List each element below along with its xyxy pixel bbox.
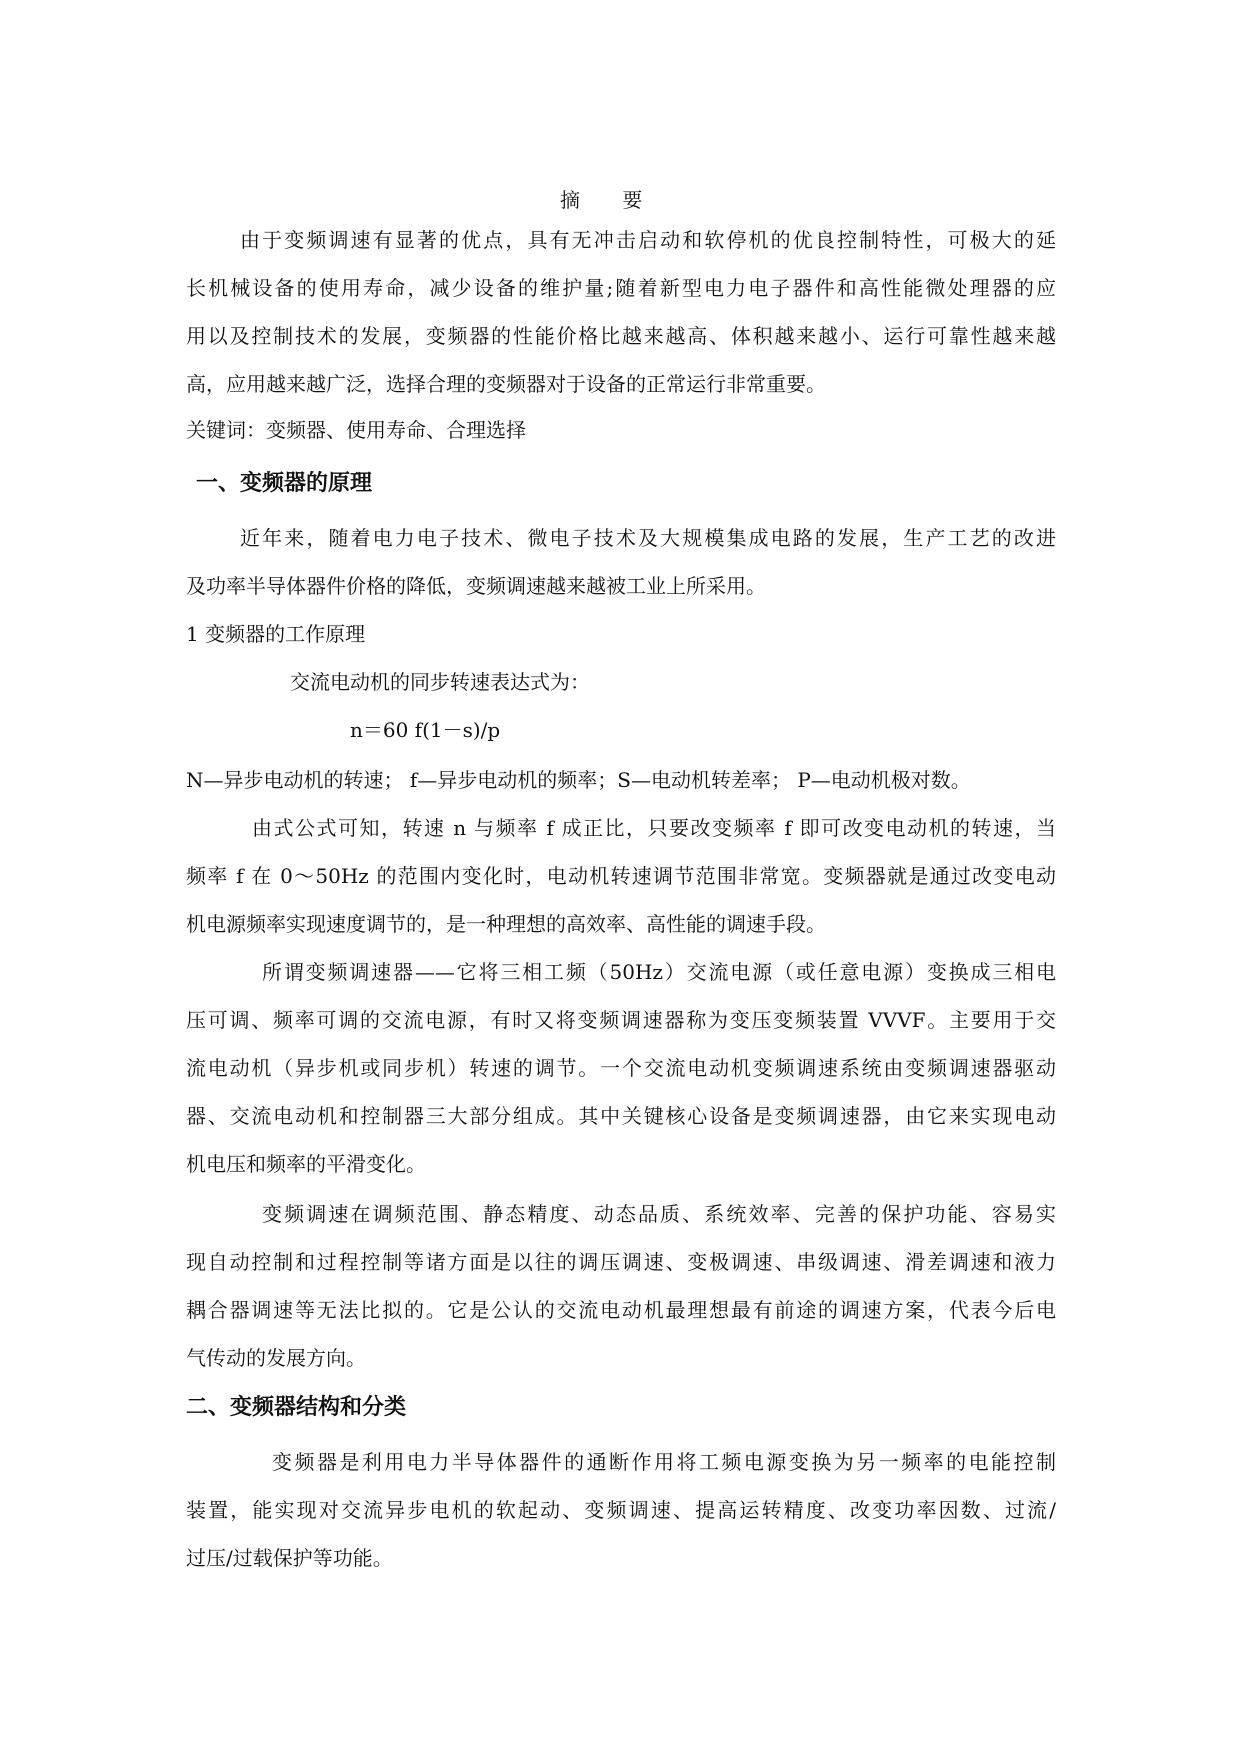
para-3-line-1: 变频调速在调频范围、静态精度、动态品质、系统效率、完善的保护功能、容易实 [262,1202,1056,1226]
section-2-para-line-2: 装置，能实现对交流异步电机的软起动、变频调速、提高运转精度、改变功率因数、过流/ [186,1498,1056,1522]
formula: n＝60 f(1－s)/p [350,718,501,742]
para-2-line-2: 压可调、频率可调的交流电源，有时又将变频调速器称为变压变频装置 VVVF。主要用于交 [186,1008,1056,1032]
section-2-para-line-3: 过压/过载保护等功能。 [186,1546,393,1570]
abstract-title: 摘 要 [560,188,661,212]
section-2-para-line-1: 变频器是利用电力半导体器件的通断作用将工频电源变换为另一频率的电能控制 [272,1450,1056,1474]
formula-symbols: N—异步电动机的转速； f—异步电动机的频率；S—电动机转差率； P—电动机极对数。 [186,768,971,792]
section-2-heading: 二、变频器结构和分类 [186,1395,407,1420]
para-3-line-3: 耦合器调速等无法比拟的。它是公认的交流电动机最理想最有前途的调速方案，代表今后电 [186,1298,1056,1322]
para-2-line-5: 机电压和频率的平滑变化。 [186,1152,426,1176]
para-3-line-2: 现自动控制和过程控制等诸方面是以往的调压调速、变极调速、串级调速、滑差调速和液力 [186,1250,1056,1274]
abstract-line-2: 长机械设备的使用寿命，减少设备的维护量;随着新型电力电子器件和高性能微处理器的应 [186,276,1056,300]
para-2-line-3: 流电动机（异步机或同步机）转速的调节。一个交流电动机变频调速系统由变频调速器驱动 [186,1056,1056,1080]
section-1-intro-line-2: 及功率半导体器件价格的降低，变频调速越来越被工业上所采用。 [186,574,766,598]
para-3-line-4: 气传动的发展方向。 [186,1346,366,1370]
abstract-line-4: 高，应用越来越广泛，选择合理的变频器对于设备的正常运行非常重要。 [186,372,826,396]
para-1-line-3: 机电源频率实现速度调节的，是一种理想的高效率、高性能的调速手段。 [186,912,826,936]
para-2-line-1: 所谓变频调速器——它将三相工频（50Hz）交流电源（或任意电源）变换成三相电 [262,960,1056,984]
para-1-line-2: 频率 f 在 0～50Hz 的范围内变化时，电动机转速调节范围非常宽。变频器就是通过改变电动 [186,864,1056,888]
subsection-heading: 1 变频器的工作原理 [186,622,366,646]
formula-intro: 交流电动机的同步转速表达式为： [290,670,590,694]
section-1-intro-line-1: 近年来，随着电力电子技术、微电子技术及大规模集成电路的发展，生产工艺的改进 [240,526,1056,550]
section-1-heading: 一、变频器的原理 [196,471,373,496]
para-2-line-4: 器、交流电动机和控制器三大部分组成。其中关键核心设备是变频调速器，由它来实现电动 [186,1104,1056,1128]
para-1-line-1: 由式公式可知，转速 n 与频率 f 成正比，只要改变频率 f 即可改变电动机的转速，当 [252,816,1056,840]
abstract-line-1: 由于变频调速有显著的优点，具有无冲击启动和软停机的优良控制特性，可极大的延 [240,228,1056,252]
abstract-line-3: 用以及控制技术的发展，变频器的性能价格比越来越高、体积越来越小、运行可靠性越来越 [186,324,1056,348]
keywords-line: 关键词：变频器、使用寿命、合理选择 [186,418,526,442]
